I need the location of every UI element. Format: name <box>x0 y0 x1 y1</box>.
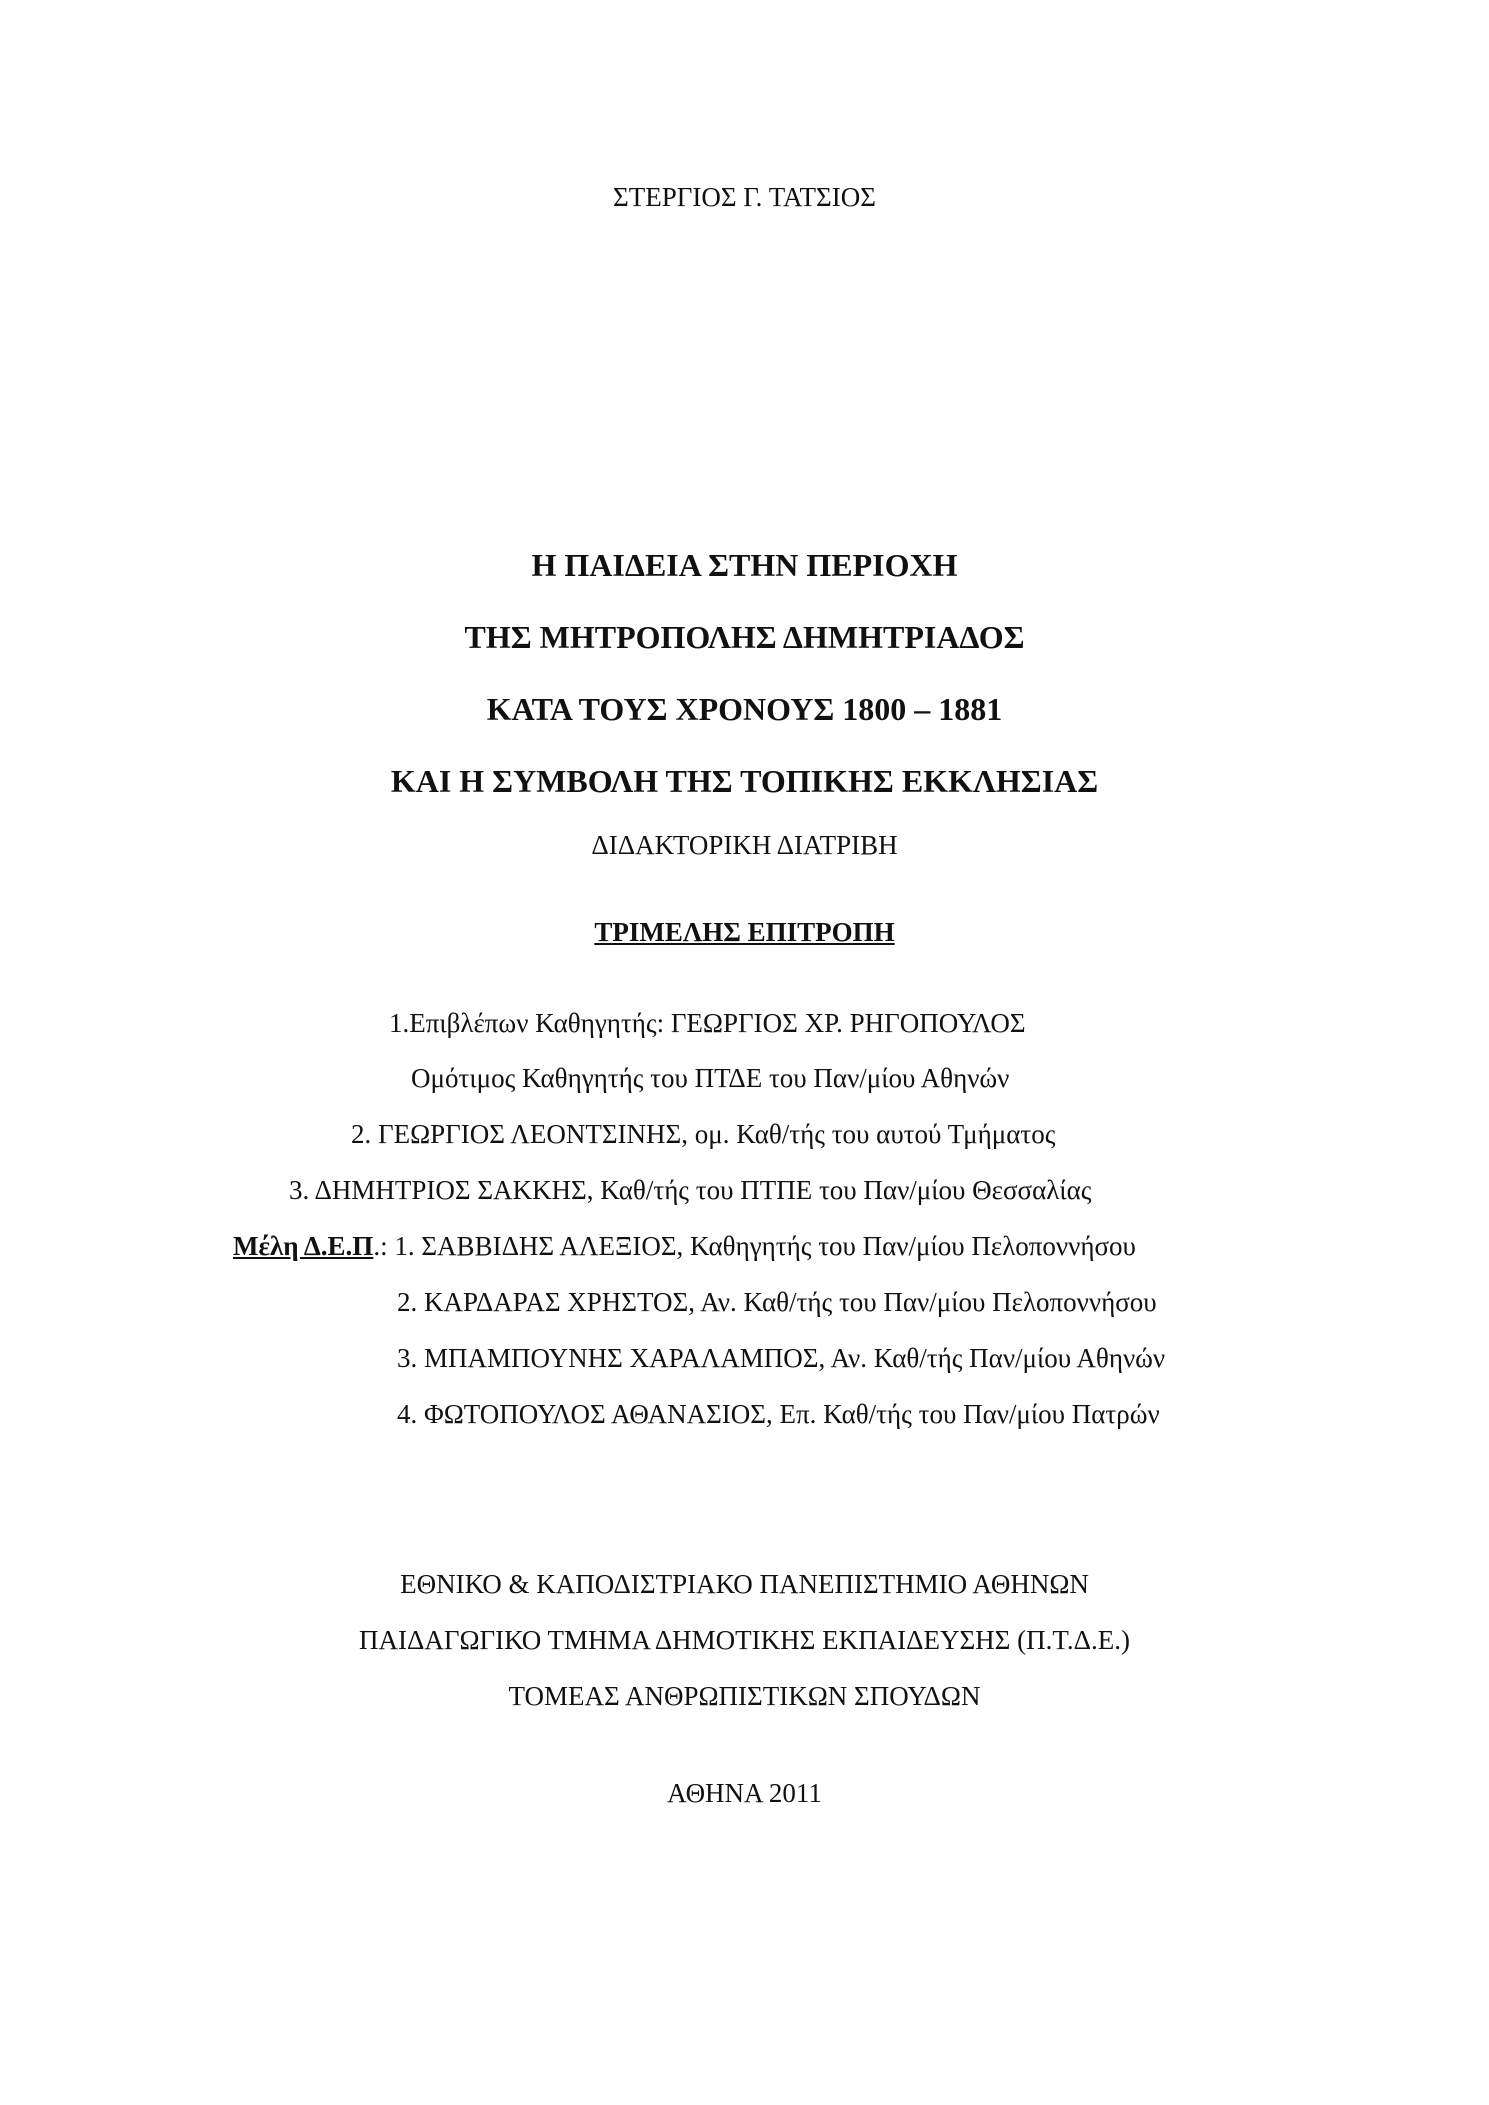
institution-university: ΕΘΝΙΚΟ & ΚΑΠΟΔΙΣΤΡΙΑΚΟ ΠΑΝΕΠΙΣΤΗΜΙΟ ΑΘΗΝΩΝ <box>400 1569 1089 1599</box>
dep-member-1: 1. ΣΑΒΒΙΔΗΣ ΑΛΕΞΙΟΣ, Καθηγητής του Παν/μίου Πελοποννήσου <box>394 1231 1136 1261</box>
dep-label: Μέλη Δ.Ε.Π <box>233 1231 374 1261</box>
place-date: ΑΘΗΝΑ 2011 <box>667 1778 822 1808</box>
dep-member-3: 3. ΜΠΑΜΠΟΥΝΗΣ ΧΑΡΑΛΑΜΠΟΣ, Αν. Καθ/τής Παν/μίου Αθηνών <box>397 1343 1166 1373</box>
title-line-1: Η ΠΑΙΔΕΙΑ ΣΤΗΝ ΠΕΡΙΟΧΗ <box>531 547 958 583</box>
dep-member-2: 2. ΚΑΡΔΑΡΑΣ ΧΡΗΣΤΟΣ, Αν. Καθ/τής του Παν/μίου Πελοποννήσου <box>397 1287 1157 1317</box>
committee-member-1: 1.Επιβλέπων Καθηγητής: ΓΕΩΡΓΙΟΣ ΧΡ. ΡΗΓΟΠΟΥΛΟΣ <box>389 1008 1026 1038</box>
committee-member-2: 2. ΓΕΩΡΓΙΟΣ ΛΕΟΝΤΣΙΝΗΣ, ομ. Καθ/τής του αυτού Τμήματος <box>351 1119 1056 1149</box>
thesis-type: ΔΙΔΑΚΤΟΡΙΚΗ ΔΙΑΤΡΙΒΗ <box>591 830 898 860</box>
dep-separator: .: <box>373 1231 395 1261</box>
institution-department: ΠΑΙΔΑΓΩΓΙΚΟ ΤΜΗΜΑ ΔΗΜΟΤΙΚΗΣ ΕΚΠΑΙΔΕΥΣΗΣ (Π.Τ.Δ.Ε.) <box>359 1625 1130 1655</box>
committee-member-3: 3. ΔΗΜΗΤΡΙΟΣ ΣΑΚΚΗΣ, Καθ/τής του ΠΤΠΕ του Παν/μίου Θεσσαλίας <box>289 1175 1092 1205</box>
dep-member-4: 4. ΦΩΤΟΠΟΥΛΟΣ ΑΘΑΝΑΣΙΟΣ, Επ. Καθ/τής του Παν/μίου Πατρών <box>397 1399 1160 1429</box>
dep-member-1-row <box>233 1229 1136 1263</box>
institution-sector: ΤΟΜΕΑΣ ΑΝΘΡΩΠΙΣΤΙΚΩΝ ΣΠΟΥΔΩΝ <box>508 1681 981 1711</box>
committee-heading: ΤΡΙΜΕΛΗΣ ΕΠΙΤΡΟΠΗ <box>594 917 895 947</box>
title-line-2: ΤΗΣ ΜΗΤΡΟΠΟΛΗΣ ΔΗΜΗΤΡΙΑΔΟΣ <box>464 619 1025 655</box>
title-line-4: ΚΑΙ Η ΣΥΜΒΟΛΗ ΤΗΣ ΤΟΠΙΚΗΣ ΕΚΚΛΗΣΙΑΣ <box>390 763 1099 799</box>
committee-member-1-title: Ομότιμος Καθηγητής του ΠΤΔΕ του Παν/μίου Αθηνών <box>411 1063 1010 1093</box>
title-line-3: ΚΑΤΑ ΤΟΥΣ ΧΡΟΝΟΥΣ 1800 – 1881 <box>486 691 1003 727</box>
author-name: ΣΤΕΡΓΙΟΣ Γ. ΤΑΤΣΙΟΣ <box>613 182 876 212</box>
